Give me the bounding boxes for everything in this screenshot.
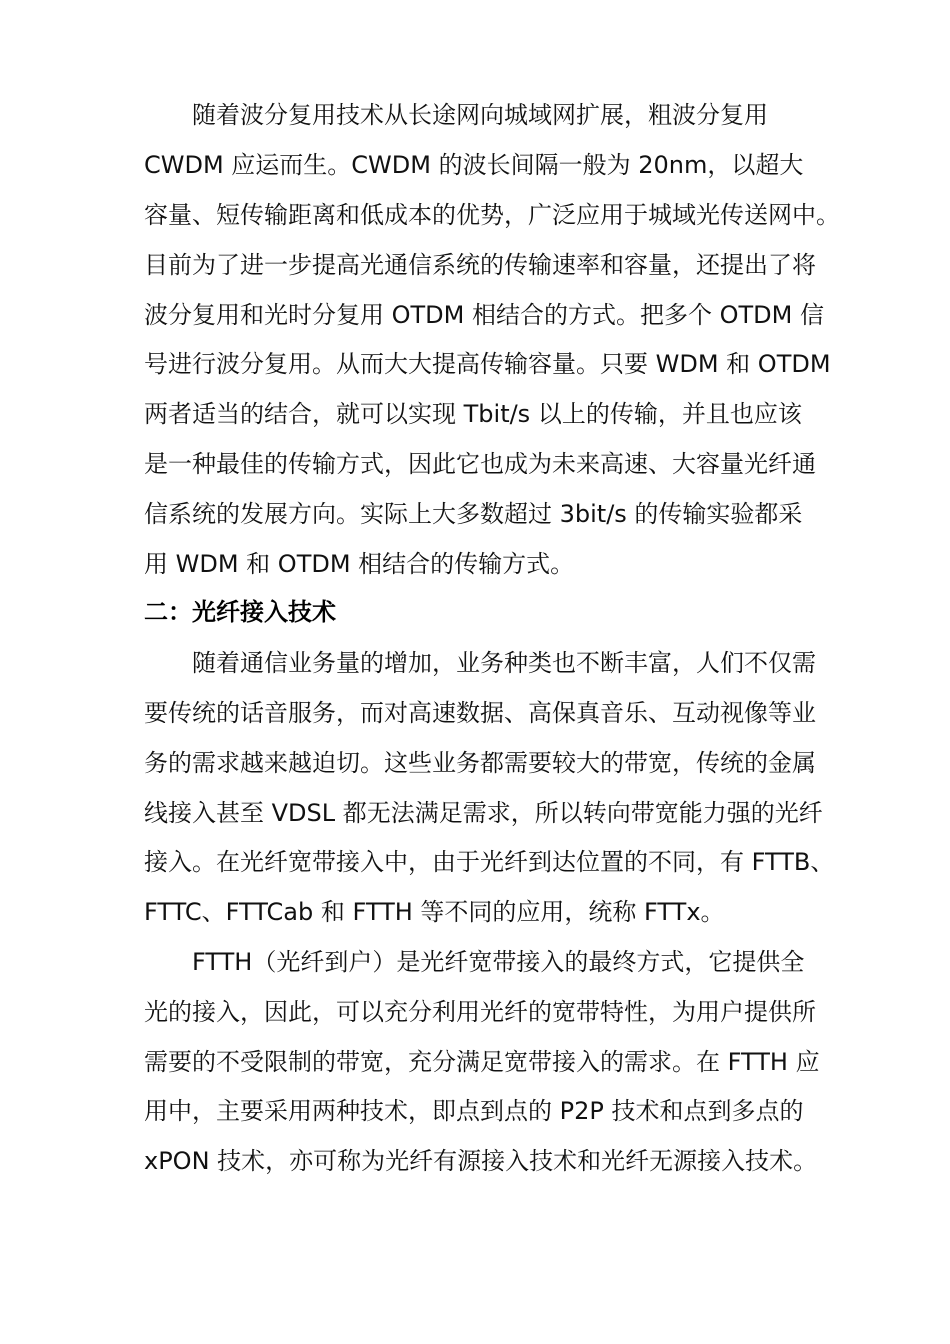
paragraph-3-line-2: 光的接入，因此，可以充分利用光纤的宽带特性，为用户提供所 <box>144 998 816 1026</box>
paragraph-1-line-4: 目前为了进一步提高光通信系统的传输速率和容量，还提出了将 <box>144 251 816 279</box>
paragraph-3-line-3: 需要的不受限制的带宽，充分满足宽带接入的需求。在 FTTH 应 <box>144 1048 820 1076</box>
paragraph-1-line-7: 两者适当的结合，就可以实现 Tbit/s 以上的传输，并且也应该 <box>144 400 802 428</box>
paragraph-2-line-6: FTTC、FTTCab 和 FTTH 等不同的应用，统称 FTTx。 <box>144 898 725 926</box>
paragraph-3-line-4: 用中，主要采用两种技术，即点到点的 P2P 技术和点到多点的 <box>144 1097 804 1125</box>
paragraph-1-line-1: 随着波分复用技术从长途网向城域网扩展，粗波分复用 <box>192 101 768 129</box>
paragraph-2-line-1: 随着通信业务量的增加，业务种类也不断丰富，人们不仅需 <box>192 649 816 677</box>
paragraph-1-line-3: 容量、短传输距离和低成本的优势，广泛应用于城域光传送网中。 <box>144 201 840 229</box>
paragraph-3-line-5: xPON 技术，亦可称为光纤有源接入技术和光纤无源接入技术。 <box>144 1147 818 1175</box>
paragraph-1-line-10: 用 WDM 和 OTDM 相结合的传输方式。 <box>144 550 575 578</box>
paragraph-1-line-9: 信系统的发展方向。实际上大多数超过 3bit/s 的传输实验都采 <box>144 500 803 528</box>
paragraph-1-line-5: 波分复用和光时分复用 OTDM 相结合的方式。把多个 OTDM 信 <box>144 301 824 329</box>
paragraph-2-line-4: 线接入甚至 VDSL 都无法满足需求，所以转向带宽能力强的光纤 <box>144 799 823 827</box>
section-heading: 二：光纤接入技术 <box>144 598 336 626</box>
paragraph-2-line-3: 务的需求越来越迫切。这些业务都需要较大的带宽，传统的金属 <box>144 749 816 777</box>
paragraph-2-line-2: 要传统的话音服务，而对高速数据、高保真音乐、互动视像等业 <box>144 699 816 727</box>
paragraph-2-line-5: 接入。在光纤宽带接入中，由于光纤到达位置的不同，有 FTTB、 <box>144 848 835 876</box>
paragraph-1-line-8: 是一种最佳的传输方式，因此它也成为未来高速、大容量光纤通 <box>144 450 816 478</box>
paragraph-3-line-1: FTTH（光纤到户）是光纤宽带接入的最终方式，它提供全 <box>192 948 805 976</box>
paragraph-1-line-6: 号进行波分复用。从而大大提高传输容量。只要 WDM 和 OTDM <box>144 350 831 378</box>
paragraph-1-line-2: CWDM 应运而生。CWDM 的波长间隔一般为 20nm，以超大 <box>144 151 804 179</box>
